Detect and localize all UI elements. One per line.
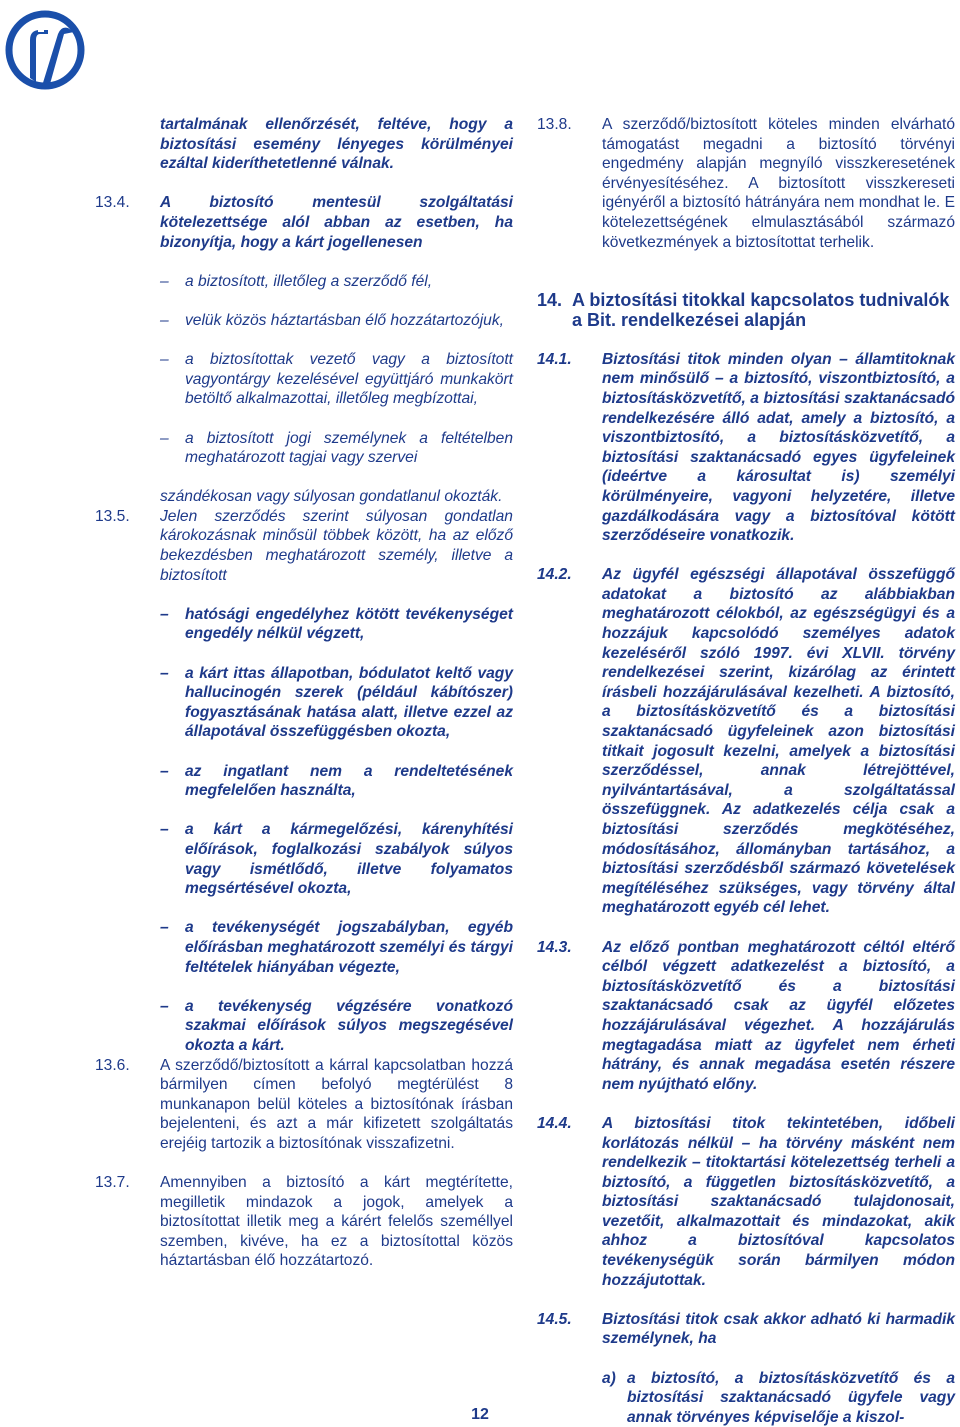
section-number: 14.1. — [537, 350, 572, 368]
section-number: 13.7. — [95, 1174, 130, 1192]
section-13-4 — [95, 193, 513, 252]
list-item: – a tevékenység végzésére vonatkozó szakmai előírások súlyos megszegésével okozta a kárt. — [160, 997, 513, 1054]
list-item: – velük közös háztartásban élő hozzátartozójuk, — [160, 311, 504, 329]
section-text: Biztosítási titok minden olyan – államtitoknak nem minősülő – a biztosító, viszontbiztosító, a biztosításközvetítő, a biztosítási szaktanácsadó rendelkezésére álló adat, amely a biztosító, a viszontbiztosító, a biztosításközvetítő, a biztosítási szaktanácsadó egyes ügyfeleinek (ideértve a károsultat is) személyi körülményeire, vagyoni helyzetére, illetve gazdálkodására vagy a biztosítóval kötött szerződéseire vonatkozik. — [602, 350, 955, 545]
list-item: – a biztosított, illetőleg a szerződő fél, — [160, 272, 433, 290]
section-13-5 — [95, 507, 513, 585]
list-item: – a tevékenységét jogszabályban, egyéb előírásban meghatározott személyi és tárgyi feltételek hiányában végezte, — [160, 919, 513, 976]
list-item: – hatósági engedélyhez kötött tevékenységet engedély nélkül végzett, — [160, 605, 513, 643]
section-number: 14.5. — [537, 1310, 572, 1328]
section-14-2 — [537, 565, 955, 918]
page-number: 12 — [471, 1406, 489, 1423]
section-text: A biztosítási titok tekintetében, időbeli korlátozás nélkül – ha törvény másként nem rendelkezik – titoktartási kötelezettség terheli a biztosító, a független biztosításközvetítő, a biztosítási szaktanácsadó tulajdonosait, vezetőit, alkalmazottait és mindazokat, akik ahhoz a biztosítóval kapcsolatos tevékenységük során bármilyen módon hozzájutottak. — [602, 1114, 955, 1289]
section-number: 14.2. — [537, 566, 572, 584]
section-text: Az ügyfél egészségi állapotával összefüggő adatokat a biztosító az alábbiakban meghatározott célokból, az egészségügyi és a hozzájuk kapcsolódó személyes adatok kezeléséről szóló 1997. évi XLVII. törvény rendelkezései szerint, kizárólag az érintett írásbeli hozzájárulásával kezelheti. A biztosító, a biztosításközvetítő és a biztosítási szaktanácsadó ügyfeleinek azon biztosítási titkait jogosult kezelni, amelyek a biztosítási szerződéssel, annak létrejöttével, nyilvántartásával, a szolgáltatással összefüggnek. Az adatkezelés célja csak a biztosítási szerződés megkötéséhez, módosításához, állományban tartásához, a biztosítási szerződésből származó követelések megítéléséhez szükséges, vagy törvény által meghatározott egyéb cél lehet. — [602, 566, 955, 917]
subsection-label: a) — [602, 1369, 616, 1387]
paragraph-continuation: tartalmának ellenőrzését, feltéve, hogy a biztosítási esemény lényeges körülményei ezáltal kideríthetetlenné válnak. — [160, 116, 513, 173]
list-item: – a biztosított jogi személynek a feltételben meghatározott tagjai vagy szervei — [160, 429, 513, 467]
subsection-text: a biztosító, a biztosításközvetítő és a biztosítási szaktanácsadó ügyfele vagy annak törvényes képviselője a kiszol- — [627, 1369, 955, 1426]
section-14-5 — [537, 1310, 955, 1349]
section-text: A szerződő/biztosított a kárral kapcsolatban hozzá bármilyen címen befolyó megtérülést 8 munkanapon belül köteles a biztosítónak írásban bejelenteni, és azt a már kifizetett szolgáltatás erejéig tartozik a biztosítónak visszafizetni. — [160, 1056, 513, 1152]
section-text: A szerződő/biztosított köteles minden elvárható támogatást megadni a biztosító törvényi engedmény alapján megnyíló visszkeresetének érvényesítéséhez. A biztosított visszkereseti igényéről a biztosító hátrányára nem mondhat le. E kötelezettségének elmulasztásából származó következmények a biztosítottat terhelik. — [602, 116, 955, 251]
heading-text: A biztosítási titokkal kapcsolatos tudnivalók a Bit. rendelkezései alapján — [572, 290, 950, 331]
section-text: Amennyiben a biztosító a kárt megtérítette, megilletik mindazok a jogok, amelyek a biztosítottat illetik meg a kárért felelős személlyel szemben, kivéve, ha ez a biztosítottal közös háztartásban élő hozzátartozó. — [160, 1174, 513, 1270]
section-text: Biztosítási titok csak akkor adható ki harmadik személynek, ha — [602, 1310, 955, 1348]
section-number: 13.4. — [95, 194, 130, 212]
section-13-6 — [95, 1056, 513, 1154]
left-column — [95, 115, 513, 1271]
section-heading-14 — [537, 290, 955, 330]
section-13-7 — [95, 1173, 513, 1271]
company-logo-icon — [4, 4, 86, 96]
section-text: Jelen szerződés szerint súlyosan gondatlan károkozásnak minősül többek között, ha az előző bekezdésben meghatározott személy, illetve a biztosított — [160, 507, 513, 584]
section-text: A biztosító mentesül szolgáltatási kötelezettsége alól abban az esetben, ha bizonyítja, hogy a kárt jogellenesen — [160, 194, 513, 251]
list-item: – a biztosítottak vezető vagy a biztosított vagyontárgy kezelésével együttjáró munkakört betöltő alkalmazottai, illetőleg megbízottai, — [160, 351, 513, 408]
section-number: 13.6. — [95, 1056, 130, 1074]
section-number: 13.5. — [95, 507, 130, 525]
right-column — [537, 115, 955, 1427]
section-13-8 — [537, 115, 955, 252]
section-14-3 — [537, 938, 955, 1095]
section-14-1 — [537, 350, 955, 546]
section-text: Az előző pontban meghatározott céltól eltérő célból végzett adatkezelést a biztosító, a biztosításközvetítő és a biztosítási szaktanácsadó csak az ügyfél előzetes hozzájárulásával végezhet. A hozzájárulás megtagadása miatt az ügyfelet nem érheti hátrány, és annak megadása esetén részere nem nyújtható előny. — [602, 938, 955, 1093]
section-number: 14.3. — [537, 938, 572, 956]
heading-number: 14. — [537, 290, 563, 311]
paragraph: szándékosan vagy súlyosan gondatlanul okozták. — [160, 488, 503, 506]
section-number: 13.8. — [537, 116, 572, 133]
section-14-4 — [537, 1114, 955, 1290]
section-number: 14.4. — [537, 1114, 572, 1132]
list-item: – a kárt ittas állapotban, bódulatot keltő vagy hallucinogén szerek (például kábítószer) fogyasztásának hatása alatt, illetve ezzel az állapotával összefüggésben okozta, — [160, 664, 513, 741]
list-item: – a kárt a kármegelőzési, kárenyhítési előírások, foglalkozási szabályok súlyos vagy ismétlődő, illetve folyamatos megsértésével okozta, — [160, 821, 513, 898]
list-item: – az ingatlant nem a rendeltetésének megfelelően használta, — [160, 762, 513, 800]
